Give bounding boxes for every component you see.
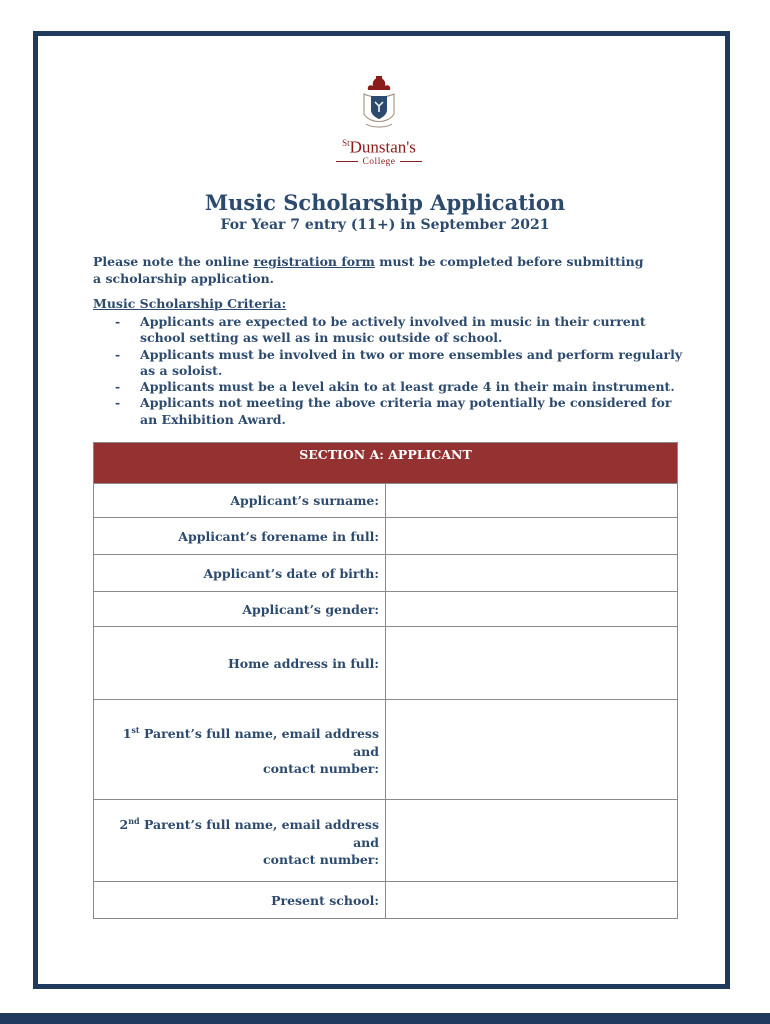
section-a-header: SECTION A: APPLICANT: [94, 443, 678, 484]
criteria-item: - Applicants must be a level akin to at least grade 4 in their main instrument.: [115, 379, 675, 395]
registration-form-link[interactable]: registration form: [253, 254, 375, 269]
page-title: Music Scholarship Application: [204, 190, 566, 215]
criteria-item: - Applicants not meeting the above criteria may potentially be considered for an Exhibition Award.: [115, 395, 672, 427]
surname-label: Applicant’s surname:: [94, 484, 386, 518]
address-label: Home address in full:: [94, 627, 386, 700]
bottom-band: [0, 1013, 770, 1024]
forename-field[interactable]: [386, 518, 678, 555]
criteria-list: [93, 314, 683, 428]
college-crest-icon: [354, 74, 404, 132]
school-label: Present school:: [94, 882, 386, 919]
forename-label: Applicant’s forename in full:: [94, 518, 386, 555]
criteria-heading: Music Scholarship Criteria:: [93, 296, 287, 311]
criteria-item: - Applicants are expected to be actively involved in music in their current school setting as well as in music outside of school.: [115, 314, 646, 346]
dob-label: Applicant’s date of birth:: [94, 555, 386, 592]
gender-field[interactable]: [386, 592, 678, 627]
college-name: $^{St}$Dunstan's: [342, 137, 416, 157]
college-logo: [324, 74, 434, 174]
address-field[interactable]: [386, 627, 678, 700]
parent1-label: 1st Parent’s full name, email address and contact number:: [94, 700, 386, 800]
page-subtitle: For Year 7 entry (11+) in September 2021: [220, 217, 550, 233]
parent2-field[interactable]: [386, 800, 678, 882]
dob-field[interactable]: [386, 555, 678, 592]
parent2-label: 2nd Parent’s full name, email address and contact number:: [94, 800, 386, 882]
criteria-item: - Applicants must be involved in two or more ensembles and perform regularly as a soloist.: [115, 346, 683, 378]
gender-label: Applicant’s gender:: [94, 592, 386, 627]
applicant-form: [93, 442, 678, 919]
school-field[interactable]: [386, 882, 678, 919]
college-subtitle: College: [324, 157, 434, 167]
surname-field[interactable]: [386, 484, 678, 518]
registration-note: Please note the online registration form must be completed before submitting a scholarship application.: [93, 254, 644, 286]
parent1-field[interactable]: [386, 700, 678, 800]
